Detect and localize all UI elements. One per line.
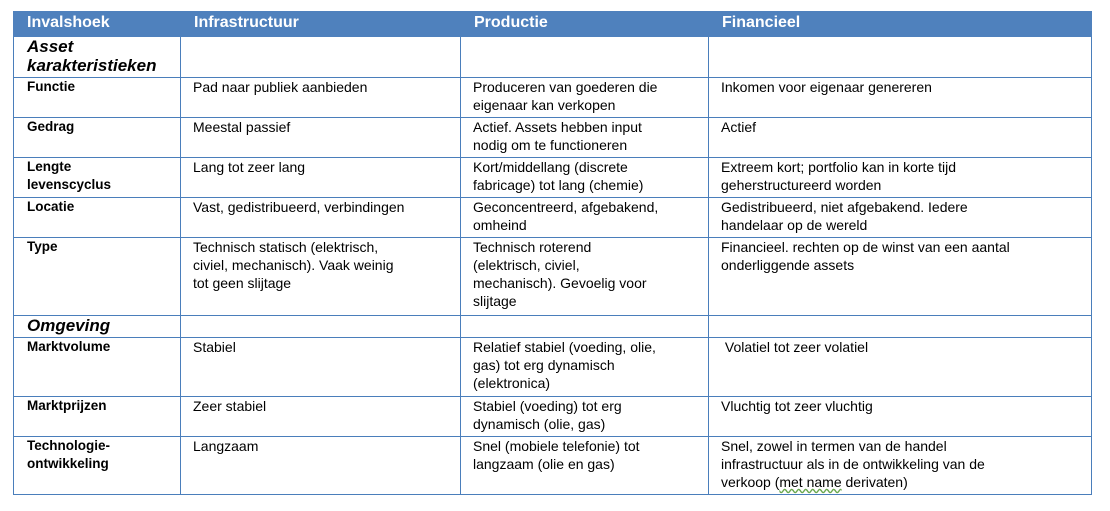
financieel-technologie-text-2: derivaten) — [841, 474, 908, 490]
cell-productie-lengte: Kort/middellang (discrete fabricage) tot lang (chemie) — [461, 158, 709, 198]
cell-infra-marktvolume: Stabiel — [181, 338, 461, 397]
cell-infra-technologie: Langzaam — [181, 437, 461, 495]
financieel-technologie-text-1: Snel, zowel in termen van de handel infrastructuur als in de ontwikkeling van de verkoop ( — [721, 438, 985, 490]
row-label-technologie: Technologie- ontwikkeling — [14, 437, 181, 495]
cell-infra-type: Technisch statisch (elektrisch, civiel, mechanisch). Vaak weinig tot geen slijtage — [181, 238, 461, 316]
row-label-gedrag: Gedrag — [14, 118, 181, 158]
section-row-omgeving — [14, 316, 1092, 338]
section-title-omgeving: Omgeving — [14, 316, 181, 338]
empty-cell — [709, 316, 1092, 338]
cell-infra-functie: Pad naar publiek aanbieden — [181, 78, 461, 118]
cell-infra-gedrag: Meestal passief — [181, 118, 461, 158]
header-row — [14, 12, 1092, 37]
cell-productie-gedrag: Actief. Assets hebben input nodig om te functioneren — [461, 118, 709, 158]
cell-infra-locatie: Vast, gedistribueerd, verbindingen — [181, 198, 461, 238]
table-row-functie — [14, 78, 1092, 118]
header-financieel: Financieel — [709, 12, 1092, 37]
row-label-marktprijzen: Marktprijzen — [14, 397, 181, 437]
row-label-marktvolume: Marktvolume — [14, 338, 181, 397]
cell-infra-lengte: Lang tot zeer lang — [181, 158, 461, 198]
cell-financieel-lengte: Extreem kort; portfolio kan in korte tijd geherstructureerd worden — [709, 158, 1092, 198]
empty-cell — [709, 37, 1092, 78]
comparison-table — [13, 11, 1092, 495]
table-row-lengte — [14, 158, 1092, 198]
table-row-marktprijzen — [14, 397, 1092, 437]
header-invalshoek: Invalshoek — [14, 12, 181, 37]
header-productie: Productie — [461, 12, 709, 37]
cell-financieel-locatie: Gedistribueerd, niet afgebakend. Iedere handelaar op de wereld — [709, 198, 1092, 238]
financieel-technologie-spellcheck-phrase: met name — [779, 474, 842, 490]
cell-financieel-marktprijzen: Vluchtig tot zeer vluchtig — [709, 397, 1092, 437]
empty-cell — [181, 316, 461, 338]
empty-cell — [461, 37, 709, 78]
row-label-locatie: Locatie — [14, 198, 181, 238]
header-infrastructuur: Infrastructuur — [181, 12, 461, 37]
cell-productie-technologie: Snel (mobiele telefonie) tot langzaam (olie en gas) — [461, 437, 709, 495]
section-row-asset — [14, 37, 1092, 78]
cell-financieel-technologie — [709, 437, 1092, 495]
table-row-marktvolume — [14, 338, 1092, 397]
row-label-lengte: Lengte levenscyclus — [14, 158, 181, 198]
cell-financieel-marktvolume: Volatiel tot zeer volatiel — [709, 338, 1092, 397]
cell-financieel-type: Financieel. rechten op de winst van een aantal onderliggende assets — [709, 238, 1092, 316]
cell-productie-marktprijzen: Stabiel (voeding) tot erg dynamisch (olie, gas) — [461, 397, 709, 437]
cell-financieel-functie: Inkomen voor eigenaar genereren — [709, 78, 1092, 118]
section-title-asset: Asset karakteristieken — [14, 37, 181, 78]
table-row-technologie — [14, 437, 1092, 495]
cell-productie-type: Technisch roterend (elektrisch, civiel, mechanisch). Gevoelig voor slijtage — [461, 238, 709, 316]
cell-productie-functie: Produceren van goederen die eigenaar kan verkopen — [461, 78, 709, 118]
row-label-type: Type — [14, 238, 181, 316]
row-label-functie: Functie — [14, 78, 181, 118]
cell-financieel-gedrag: Actief — [709, 118, 1092, 158]
empty-cell — [461, 316, 709, 338]
empty-cell — [181, 37, 461, 78]
cell-productie-marktvolume: Relatief stabiel (voeding, olie, gas) tot erg dynamisch (elektronica) — [461, 338, 709, 397]
table-row-locatie — [14, 198, 1092, 238]
cell-infra-marktprijzen: Zeer stabiel — [181, 397, 461, 437]
table-row-gedrag — [14, 118, 1092, 158]
table-row-type — [14, 238, 1092, 316]
cell-productie-locatie: Geconcentreerd, afgebakend, omheind — [461, 198, 709, 238]
